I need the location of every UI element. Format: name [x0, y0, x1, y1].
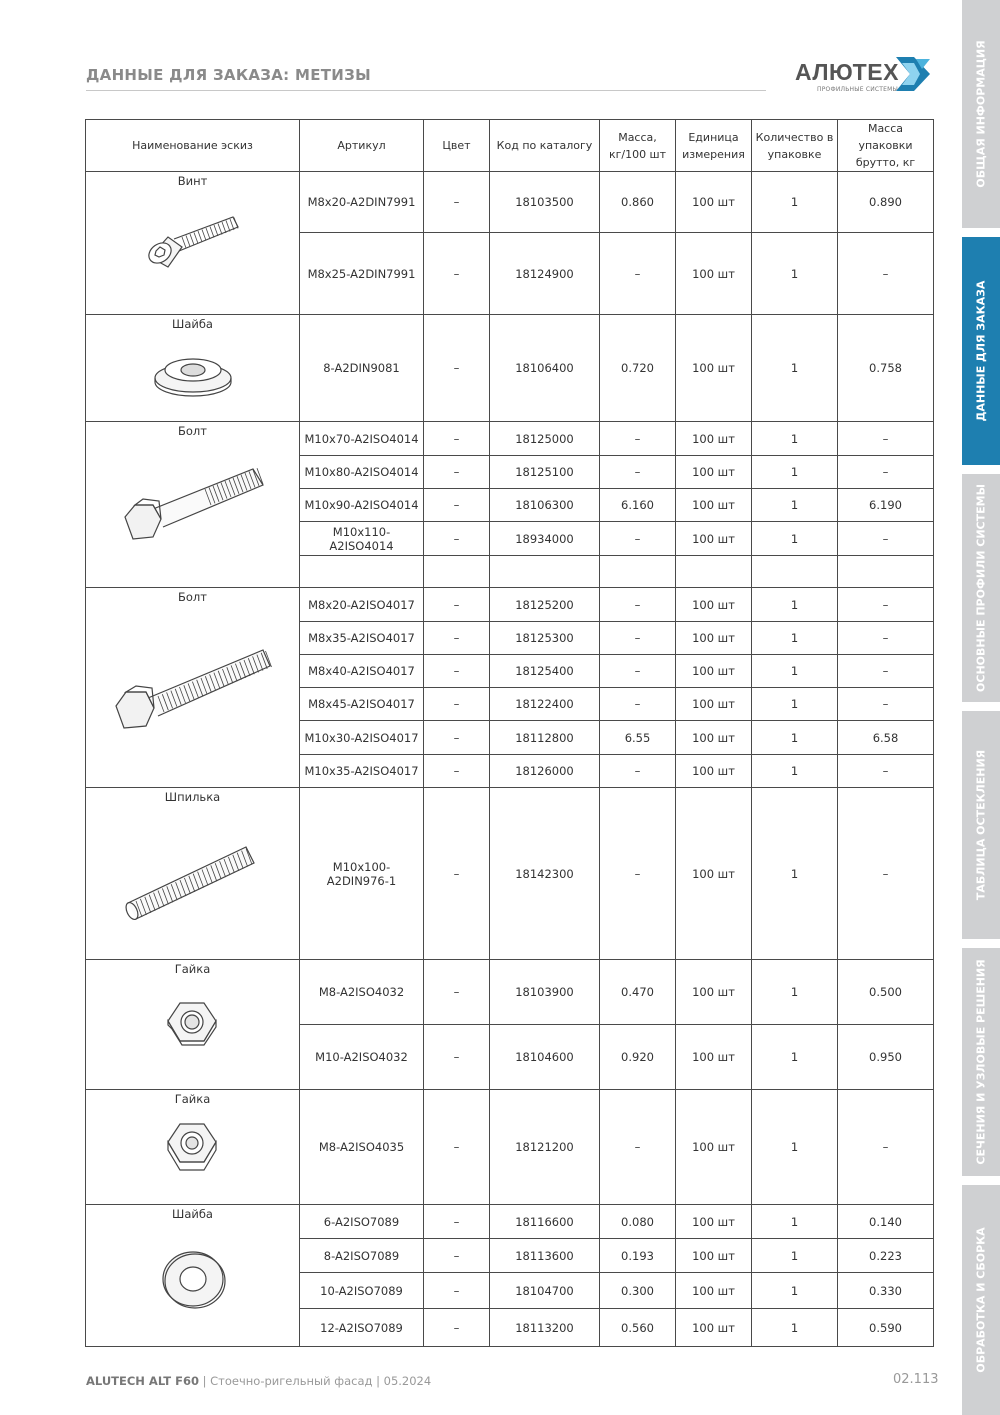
unit-cell: 100 шт	[676, 688, 752, 721]
pack-mass-cell: 6.58	[838, 721, 934, 755]
article-cell: M10x100-A2DIN976-1	[300, 788, 424, 960]
pack-mass-cell: –	[838, 622, 934, 655]
mass-cell: 0.860	[600, 172, 676, 233]
flat-washer-icon	[88, 1237, 297, 1317]
logo-wordmark: АЛЮТЕХ	[795, 59, 899, 85]
catalog-code-cell: 18125400	[490, 655, 600, 688]
article-cell: M8x20-A2DIN7991	[300, 172, 424, 233]
catalog-code-cell: 18124900	[490, 233, 600, 315]
catalog-code-cell: 18125200	[490, 588, 600, 622]
cup-washer-icon	[88, 340, 297, 400]
article-cell: 8-A2ISO7089	[300, 1239, 424, 1273]
mass-cell: 6.160	[600, 489, 676, 522]
color-cell: –	[424, 489, 490, 522]
article-cell: M10x30-A2ISO4017	[300, 721, 424, 755]
unit-cell: 100 шт	[676, 422, 752, 456]
table-row	[86, 788, 934, 960]
color-cell: –	[424, 1309, 490, 1347]
catalog-code-cell: 18122400	[490, 688, 600, 721]
unit-cell: 100 шт	[676, 1205, 752, 1239]
mass-cell: 0.920	[600, 1025, 676, 1090]
unit-cell: 100 шт	[676, 489, 752, 522]
color-cell: –	[424, 788, 490, 960]
mass-cell: –	[600, 1090, 676, 1205]
unit-cell: 100 шт	[676, 1025, 752, 1090]
mass-cell: 6.55	[600, 721, 676, 755]
threaded-stud-icon	[88, 825, 297, 925]
color-cell: –	[424, 315, 490, 422]
color-cell: –	[424, 688, 490, 721]
article-cell: 6-A2ISO7089	[300, 1205, 424, 1239]
pack-qty-cell: 1	[752, 788, 838, 960]
catalog-code-cell	[490, 556, 600, 588]
section-sidebar	[962, 0, 1000, 1415]
item-name-cell	[86, 172, 300, 315]
pack-mass-cell: 0.330	[838, 1273, 934, 1309]
item-name-cell	[86, 1205, 300, 1347]
page-number: 02.113	[893, 1372, 939, 1387]
item-name: Шпилька	[164, 790, 221, 804]
article-cell: M8-A2ISO4032	[300, 960, 424, 1025]
pack-qty-cell: 1	[752, 655, 838, 688]
unit-cell: 100 шт	[676, 721, 752, 755]
logo-mark-icon	[894, 55, 932, 93]
mass-cell: –	[600, 522, 676, 556]
pack-mass-cell: 0.950	[838, 1025, 934, 1090]
item-name-cell	[86, 588, 300, 788]
pack-qty-cell: 1	[752, 315, 838, 422]
unit-cell	[676, 556, 752, 588]
countersunk-screw-icon	[88, 207, 297, 279]
hex-nut-icon	[88, 995, 297, 1055]
article-cell: M10x35-A2ISO4017	[300, 755, 424, 788]
unit-cell: 100 шт	[676, 233, 752, 315]
article-cell: M10-A2ISO4032	[300, 1025, 424, 1090]
pack-qty-cell: 1	[752, 721, 838, 755]
mass-cell: 0.080	[600, 1205, 676, 1239]
pack-mass-cell: –	[838, 522, 934, 556]
mass-cell: 0.560	[600, 1309, 676, 1347]
pack-qty-cell: 1	[752, 172, 838, 233]
table-row	[86, 315, 934, 422]
item-name-cell	[86, 1090, 300, 1205]
tab-label: ОБЩАЯ ИНФОРМАЦИЯ	[974, 40, 988, 188]
fasteners-table	[85, 119, 934, 1347]
pack-mass-cell: –	[838, 233, 934, 315]
pack-mass-cell: 0.758	[838, 315, 934, 422]
item-name: Болт	[178, 424, 207, 438]
mass-cell: –	[600, 655, 676, 688]
col-header-article: Артикул	[300, 120, 424, 172]
pack-qty-cell: 1	[752, 1273, 838, 1309]
pack-mass-cell: –	[838, 755, 934, 788]
col-header-color: Цвет	[424, 120, 490, 172]
tab-order-data[interactable]	[962, 237, 1000, 465]
pack-mass-cell: –	[838, 655, 934, 688]
tab-sections-nodes[interactable]	[962, 948, 1000, 1176]
unit-cell: 100 шт	[676, 622, 752, 655]
pack-mass-cell: –	[838, 1090, 934, 1205]
item-name-cell	[86, 422, 300, 588]
table-header-row	[86, 120, 934, 172]
color-cell: –	[424, 522, 490, 556]
unit-cell: 100 шт	[676, 588, 752, 622]
article-cell	[300, 556, 424, 588]
item-name: Шайба	[172, 1207, 213, 1221]
footer-brand: ALUTECH ALT F60	[86, 1374, 199, 1388]
article-cell: M10x70-A2ISO4014	[300, 422, 424, 456]
unit-cell: 100 шт	[676, 960, 752, 1025]
footer-doc-info	[86, 1374, 431, 1388]
col-header-pack-mass: Масса упаковки брутто, кг	[838, 120, 934, 172]
color-cell: –	[424, 755, 490, 788]
pack-mass-cell	[838, 556, 934, 588]
tab-label: ОСНОВНЫЕ ПРОФИЛИ СИСТЕМЫ	[974, 484, 988, 692]
pack-qty-cell: 1	[752, 755, 838, 788]
tab-processing-assembly[interactable]	[962, 1185, 1000, 1415]
item-name-cell	[86, 788, 300, 960]
mass-cell	[600, 556, 676, 588]
pack-qty-cell	[752, 556, 838, 588]
mass-cell: –	[600, 788, 676, 960]
item-name-cell	[86, 960, 300, 1090]
col-header-mass: Масса, кг/100 шт	[600, 120, 676, 172]
color-cell	[424, 556, 490, 588]
pack-qty-cell: 1	[752, 522, 838, 556]
tab-glazing-table[interactable]	[962, 711, 1000, 939]
article-cell: M8x20-A2ISO4017	[300, 588, 424, 622]
color-cell: –	[424, 721, 490, 755]
item-name: Винт	[177, 174, 208, 188]
item-name: Болт	[178, 590, 207, 604]
article-cell: M10x80-A2ISO4014	[300, 456, 424, 489]
mass-cell: –	[600, 622, 676, 655]
tab-main-profiles[interactable]	[962, 474, 1000, 702]
color-cell: –	[424, 1205, 490, 1239]
pack-qty-cell: 1	[752, 1090, 838, 1205]
item-name-cell	[86, 315, 300, 422]
catalog-code-cell: 18116600	[490, 1205, 600, 1239]
unit-cell: 100 шт	[676, 1239, 752, 1273]
tab-general-info[interactable]	[962, 0, 1000, 228]
pack-mass-cell: 0.500	[838, 960, 934, 1025]
unit-cell: 100 шт	[676, 456, 752, 489]
catalog-code-cell: 18934000	[490, 522, 600, 556]
article-cell: M8x40-A2ISO4017	[300, 655, 424, 688]
color-cell: –	[424, 1273, 490, 1309]
mass-cell: 0.193	[600, 1239, 676, 1273]
article-cell: M8x25-A2DIN7991	[300, 233, 424, 315]
catalog-code-cell: 18125000	[490, 422, 600, 456]
table-row	[86, 1090, 934, 1205]
pack-mass-cell: 0.223	[838, 1239, 934, 1273]
catalog-code-cell: 18106400	[490, 315, 600, 422]
pack-qty-cell: 1	[752, 688, 838, 721]
mass-cell: –	[600, 688, 676, 721]
table-row	[86, 422, 934, 456]
tab-label: СЕЧЕНИЯ И УЗЛОВЫЕ РЕШЕНИЯ	[974, 959, 988, 1165]
unit-cell: 100 шт	[676, 788, 752, 960]
pack-mass-cell: –	[838, 588, 934, 622]
catalog-code-cell: 18121200	[490, 1090, 600, 1205]
catalog-code-cell: 18113600	[490, 1239, 600, 1273]
unit-cell: 100 шт	[676, 172, 752, 233]
mass-cell: –	[600, 755, 676, 788]
unit-cell: 100 шт	[676, 755, 752, 788]
mass-cell: 0.720	[600, 315, 676, 422]
color-cell: –	[424, 588, 490, 622]
catalog-code-cell: 18113200	[490, 1309, 600, 1347]
pack-qty-cell: 1	[752, 960, 838, 1025]
table-row	[86, 1205, 934, 1239]
unit-cell: 100 шт	[676, 522, 752, 556]
article-cell: 8-A2DIN9081	[300, 315, 424, 422]
pack-mass-cell: –	[838, 422, 934, 456]
item-name: Шайба	[172, 317, 213, 331]
pack-qty-cell: 1	[752, 1309, 838, 1347]
pack-mass-cell: 0.890	[838, 172, 934, 233]
color-cell: –	[424, 172, 490, 233]
pack-qty-cell: 1	[752, 588, 838, 622]
article-cell: M8-A2ISO4035	[300, 1090, 424, 1205]
unit-cell: 100 шт	[676, 655, 752, 688]
pack-mass-cell: 6.190	[838, 489, 934, 522]
item-name: Гайка	[174, 962, 211, 976]
mass-cell: –	[600, 233, 676, 315]
article-cell: M10x90-A2ISO4014	[300, 489, 424, 522]
pack-mass-cell: 0.140	[838, 1205, 934, 1239]
mass-cell: –	[600, 422, 676, 456]
col-header-catalog-code: Код по каталогу	[490, 120, 600, 172]
unit-cell: 100 шт	[676, 1273, 752, 1309]
col-header-pack-qty: Количество в упаковке	[752, 120, 838, 172]
unit-cell: 100 шт	[676, 315, 752, 422]
pack-qty-cell: 1	[752, 233, 838, 315]
table-row	[86, 588, 934, 622]
color-cell: –	[424, 1090, 490, 1205]
color-cell: –	[424, 622, 490, 655]
logo-tagline: ПРОФИЛЬНЫЕ СИСТЕМЫ	[817, 86, 899, 93]
header-divider	[86, 90, 766, 91]
catalog-code-cell: 18112800	[490, 721, 600, 755]
catalog-code-cell: 18126000	[490, 755, 600, 788]
color-cell: –	[424, 1025, 490, 1090]
table-row	[86, 172, 934, 233]
mass-cell: 0.470	[600, 960, 676, 1025]
article-cell: 10-A2ISO7089	[300, 1273, 424, 1309]
pack-mass-cell: 0.590	[838, 1309, 934, 1347]
color-cell: –	[424, 233, 490, 315]
catalog-code-cell: 18125300	[490, 622, 600, 655]
pack-qty-cell: 1	[752, 1025, 838, 1090]
pack-qty-cell: 1	[752, 422, 838, 456]
pack-mass-cell: –	[838, 788, 934, 960]
color-cell: –	[424, 1239, 490, 1273]
pack-qty-cell: 1	[752, 1239, 838, 1273]
item-name: Гайка	[174, 1092, 211, 1106]
hex-lock-nut-icon	[88, 1118, 297, 1178]
brand-logo	[795, 55, 935, 95]
tab-label: ДАННЫЕ ДЛЯ ЗАКАЗА	[974, 280, 988, 422]
hex-bolt-full-thread-icon	[88, 630, 297, 740]
color-cell: –	[424, 655, 490, 688]
col-header-unit: Единица измерения	[676, 120, 752, 172]
catalog-code-cell: 18104700	[490, 1273, 600, 1309]
pack-mass-cell: –	[838, 688, 934, 721]
catalog-code-cell: 18104600	[490, 1025, 600, 1090]
unit-cell: 100 шт	[676, 1090, 752, 1205]
unit-cell: 100 шт	[676, 1309, 752, 1347]
pack-qty-cell: 1	[752, 1205, 838, 1239]
catalog-code-cell: 18103900	[490, 960, 600, 1025]
pack-qty-cell: 1	[752, 622, 838, 655]
hex-bolt-partial-thread-icon	[88, 447, 297, 557]
table-row	[86, 960, 934, 1025]
mass-cell: 0.300	[600, 1273, 676, 1309]
article-cell: M8x45-A2ISO4017	[300, 688, 424, 721]
article-cell: M8x35-A2ISO4017	[300, 622, 424, 655]
article-cell: M10x110-A2ISO4014	[300, 522, 424, 556]
tab-label: ТАБЛИЦА ОСТЕКЛЕНИЯ	[974, 749, 988, 901]
pack-mass-cell: –	[838, 456, 934, 489]
pack-qty-cell: 1	[752, 456, 838, 489]
catalog-code-cell: 18103500	[490, 172, 600, 233]
color-cell: –	[424, 422, 490, 456]
catalog-code-cell: 18125100	[490, 456, 600, 489]
catalog-code-cell: 18142300	[490, 788, 600, 960]
color-cell: –	[424, 960, 490, 1025]
catalog-code-cell: 18106300	[490, 489, 600, 522]
pack-qty-cell: 1	[752, 489, 838, 522]
color-cell: –	[424, 456, 490, 489]
col-header-name: Наименование эскиз	[86, 120, 300, 172]
mass-cell: –	[600, 456, 676, 489]
mass-cell: –	[600, 588, 676, 622]
page-title: ДАННЫЕ ДЛЯ ЗАКАЗА: МЕТИЗЫ	[86, 66, 371, 84]
footer-text: | Стоечно-ригельный фасад | 05.2024	[198, 1374, 432, 1388]
tab-label: ОБРАБОТКА И СБОРКА	[974, 1227, 988, 1373]
article-cell: 12-A2ISO7089	[300, 1309, 424, 1347]
